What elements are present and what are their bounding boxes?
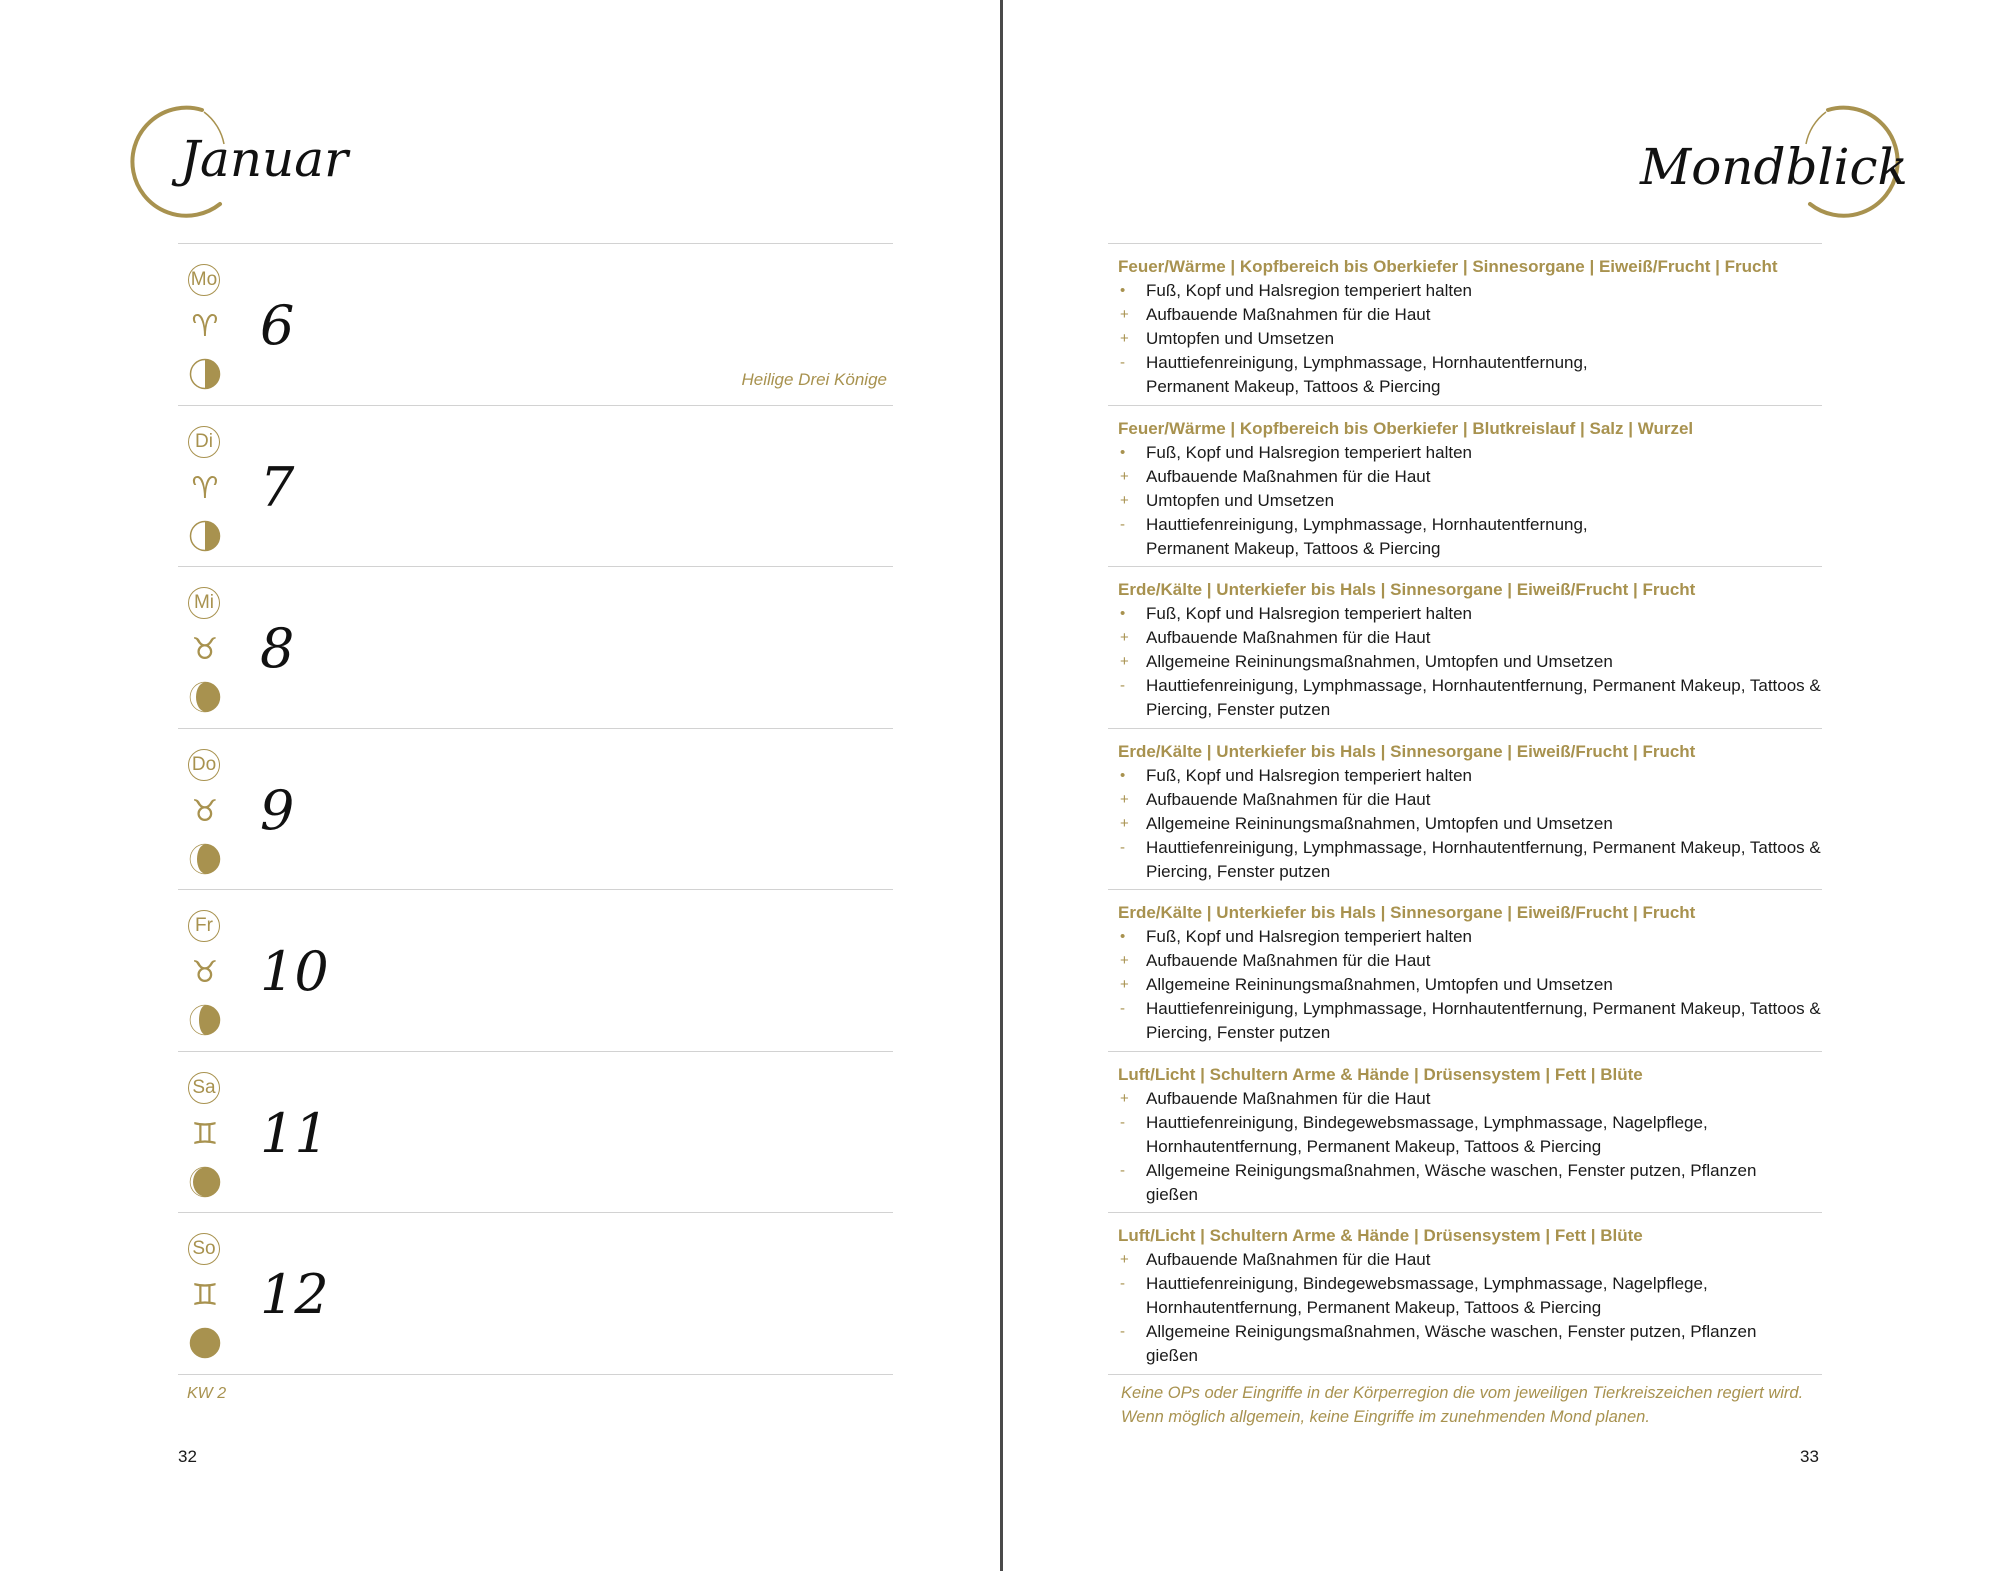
- day-row-wednesday[interactable]: [178, 567, 893, 728]
- item-text: Umtopfen und Umsetzen: [1146, 329, 1335, 348]
- item-text: Aufbauende Maßnahmen für die Haut: [1146, 628, 1431, 647]
- item-text: Fuß, Kopf und Halsregion temperiert halten: [1146, 604, 1473, 623]
- list-item: [1118, 465, 1828, 489]
- moon-info-block: [1118, 1063, 1828, 1207]
- page-number-right: 33: [1800, 1447, 1819, 1466]
- moon-info-block: [1118, 740, 1828, 884]
- minus-mark: -: [1120, 1114, 1125, 1131]
- moon-waxing-gibbous-icon: [188, 1003, 222, 1037]
- list-item: [1118, 812, 1828, 836]
- block-divider: [1108, 1051, 1822, 1052]
- item-text: Fuß, Kopf und Halsregion temperiert halten: [1146, 281, 1473, 300]
- bullet-mark: •: [1120, 282, 1126, 299]
- bullet-mark: •: [1120, 605, 1126, 622]
- list-item: [1118, 997, 1836, 1045]
- list-item: [1118, 1159, 1786, 1207]
- day-row-sunday[interactable]: [178, 1213, 893, 1374]
- moon-first-quarter-icon: [188, 357, 222, 391]
- aries-icon: ♈: [191, 309, 219, 344]
- day-row-thursday[interactable]: [178, 729, 893, 890]
- minus-mark: -: [1120, 1275, 1125, 1292]
- block-header: Erde/Kälte | Unterkiefer bis Hals | Sinnesorgane | Eiweiß/Frucht | Frucht: [1118, 903, 1696, 922]
- moon-info-block: [1118, 255, 1828, 399]
- taurus-icon: ♉: [191, 794, 219, 829]
- list-item: [1118, 973, 1828, 997]
- list-item: [1118, 650, 1828, 674]
- weekday-badge: Di: [188, 426, 220, 458]
- list-item: [1118, 949, 1828, 973]
- day-row-monday[interactable]: [178, 244, 893, 405]
- weekday-badge: Mi: [188, 587, 220, 619]
- item-text: Aufbauende Maßnahmen für die Haut: [1146, 951, 1431, 970]
- list-item: [1118, 1320, 1786, 1368]
- block-header: Erde/Kälte | Unterkiefer bis Hals | Sinnesorgane | Eiweiß/Frucht | Frucht: [1118, 742, 1696, 761]
- block-divider: [1108, 728, 1822, 729]
- block-header: Luft/Licht | Schultern Arme & Hände | Drüsensystem | Fett | Blüte: [1118, 1065, 1643, 1084]
- minus-mark: -: [1120, 354, 1125, 371]
- list-item: [1118, 351, 1666, 399]
- block-divider: [1108, 566, 1822, 567]
- minus-mark: -: [1120, 516, 1125, 533]
- plus-mark: +: [1120, 815, 1129, 832]
- day-number: 6: [260, 294, 295, 357]
- moon-info-block: [1118, 417, 1828, 561]
- page-title-left: Januar: [180, 130, 348, 188]
- item-text: Aufbauende Maßnahmen für die Haut: [1146, 305, 1431, 324]
- plus-mark: +: [1120, 330, 1129, 347]
- plus-mark: +: [1120, 976, 1129, 993]
- item-text: Umtopfen und Umsetzen: [1146, 491, 1335, 510]
- block-divider: [1108, 1212, 1822, 1213]
- list-item: [1118, 513, 1666, 561]
- weekday-badge: So: [188, 1233, 220, 1265]
- item-text: Hauttiefenreinigung, Lymphmassage, Hornhautentfernung, Permanent Makeup, Tattoos & Piercing, Fenster putzen: [1146, 838, 1821, 881]
- list-item: [1118, 925, 1828, 949]
- item-text: Hauttiefenreinigung, Lymphmassage, Hornhautentfernung, Permanent Makeup, Tattoos & Piercing: [1146, 515, 1588, 558]
- block-divider: [1108, 405, 1822, 406]
- block-header: Feuer/Wärme | Kopfbereich bis Oberkiefer | Blutkreislauf | Salz | Wurzel: [1118, 419, 1694, 438]
- bullet-mark: •: [1120, 444, 1126, 461]
- gemini-icon: ♊: [191, 1278, 219, 1313]
- plus-mark: +: [1120, 791, 1129, 808]
- item-text: Hauttiefenreinigung, Lymphmassage, Hornhautentfernung, Permanent Makeup, Tattoos & Piercing, Fenster putzen: [1146, 999, 1821, 1042]
- day-row-saturday[interactable]: [178, 1052, 893, 1213]
- page-number-left: 32: [178, 1447, 197, 1466]
- moon-first-quarter-icon: [188, 519, 222, 553]
- block-header: Erde/Kälte | Unterkiefer bis Hals | Sinnesorgane | Eiweiß/Frucht | Frucht: [1118, 580, 1696, 599]
- page-title-right: Mondblick: [1640, 138, 1908, 196]
- day-number: 10: [260, 940, 329, 1003]
- moon-info-block: [1118, 578, 1828, 722]
- item-text: Allgemeine Reinigungsmaßnahmen, Wäsche waschen, Fenster putzen, Pflanzen gießen: [1146, 1322, 1757, 1365]
- week-label: KW 2: [187, 1385, 227, 1402]
- row-divider: [178, 1374, 893, 1375]
- list-item: [1118, 626, 1828, 650]
- item-text: Hauttiefenreinigung, Lymphmassage, Hornhautentfernung, Permanent Makeup, Tattoos & Piercing, Fenster putzen: [1146, 676, 1821, 719]
- gemini-icon: ♊: [191, 1117, 219, 1152]
- item-text: Allgemeine Reininungsmaßnahmen, Umtopfen und Umsetzen: [1146, 814, 1613, 833]
- minus-mark: -: [1120, 1162, 1125, 1179]
- plus-mark: +: [1120, 1251, 1129, 1268]
- block-divider: [1108, 889, 1822, 890]
- item-text: Fuß, Kopf und Halsregion temperiert halten: [1146, 766, 1473, 785]
- moon-info-block: [1118, 1224, 1828, 1368]
- item-text: Aufbauende Maßnahmen für die Haut: [1146, 790, 1431, 809]
- list-item: [1118, 303, 1828, 327]
- item-text: Aufbauende Maßnahmen für die Haut: [1146, 1089, 1431, 1108]
- taurus-icon: ♉: [191, 632, 219, 667]
- item-text: Fuß, Kopf und Halsregion temperiert halten: [1146, 927, 1473, 946]
- block-header: Feuer/Wärme | Kopfbereich bis Oberkiefer | Sinnesorgane | Eiweiß/Frucht | Frucht: [1118, 257, 1778, 276]
- plus-mark: +: [1120, 629, 1129, 646]
- aries-icon: ♈: [191, 471, 219, 506]
- holiday-label: Heilige Drei Könige: [741, 370, 887, 389]
- list-item: [1118, 489, 1828, 513]
- day-number: 8: [260, 617, 295, 680]
- item-text: Allgemeine Reininungsmaßnahmen, Umtopfen und Umsetzen: [1146, 975, 1613, 994]
- list-item: [1118, 788, 1828, 812]
- plus-mark: +: [1120, 468, 1129, 485]
- weekday-badge: Sa: [188, 1072, 220, 1104]
- list-item: [1118, 602, 1828, 626]
- day-number: 11: [260, 1102, 329, 1165]
- block-divider: [1108, 243, 1822, 244]
- bullet-mark: •: [1120, 767, 1126, 784]
- plus-mark: +: [1120, 1090, 1129, 1107]
- plus-mark: +: [1120, 952, 1129, 969]
- weekday-badge: Do: [188, 749, 220, 781]
- weekday-badge: Fr: [188, 910, 220, 942]
- list-item: [1118, 1087, 1828, 1111]
- footnote: Keine OPs oder Eingriffe in der Körperregion die vom jeweiligen Tierkreiszeichen regiert wird. Wenn möglich allgemein, keine Eingriffe im zunehmenden Mond planen.: [1121, 1384, 1804, 1426]
- item-text: Hauttiefenreinigung, Lymphmassage, Hornhautentfernung, Permanent Makeup, Tattoos & Piercing: [1146, 353, 1588, 396]
- bullet-mark: •: [1120, 928, 1126, 945]
- plus-mark: +: [1120, 306, 1129, 323]
- day-row-tuesday[interactable]: [178, 406, 893, 567]
- list-item: [1118, 1248, 1828, 1272]
- item-text: Aufbauende Maßnahmen für die Haut: [1146, 1250, 1431, 1269]
- minus-mark: -: [1120, 677, 1125, 694]
- minus-mark: -: [1120, 839, 1125, 856]
- list-item: [1118, 836, 1836, 884]
- day-row-friday[interactable]: [178, 890, 893, 1051]
- list-item: [1118, 1272, 1786, 1320]
- plus-mark: +: [1120, 492, 1129, 509]
- day-number: 12: [260, 1263, 329, 1326]
- list-item: [1118, 764, 1828, 788]
- taurus-icon: ♉: [191, 955, 219, 990]
- item-text: Allgemeine Reininungsmaßnahmen, Umtopfen und Umsetzen: [1146, 652, 1613, 671]
- moon-nearly-full-icon: [188, 1165, 222, 1199]
- weekday-badge: Mo: [188, 264, 220, 296]
- list-item: [1118, 441, 1828, 465]
- day-number: 9: [260, 779, 295, 842]
- moon-info-block: [1118, 901, 1828, 1045]
- moon-full-icon: [188, 1326, 222, 1360]
- moon-waxing-gibbous-icon: [188, 842, 222, 876]
- plus-mark: +: [1120, 653, 1129, 670]
- list-item: [1118, 674, 1836, 722]
- item-text: Aufbauende Maßnahmen für die Haut: [1146, 467, 1431, 486]
- item-text: Hauttiefenreinigung, Bindegewebsmassage, Lymphmassage, Nagelpflege, Hornhautentfernung, Permanent Makeup, Tattoos & Piercing: [1146, 1113, 1708, 1156]
- list-item: [1118, 1111, 1786, 1159]
- item-text: Fuß, Kopf und Halsregion temperiert halten: [1146, 443, 1473, 462]
- list-item: [1118, 279, 1828, 303]
- minus-mark: -: [1120, 1000, 1125, 1017]
- moon-waxing-gibbous-icon: [188, 680, 222, 714]
- item-text: Allgemeine Reinigungsmaßnahmen, Wäsche waschen, Fenster putzen, Pflanzen gießen: [1146, 1161, 1757, 1204]
- book-spine: [1000, 0, 1003, 1571]
- minus-mark: -: [1120, 1323, 1125, 1340]
- block-divider: [1108, 1374, 1822, 1375]
- block-header: Luft/Licht | Schultern Arme & Hände | Drüsensystem | Fett | Blüte: [1118, 1226, 1643, 1245]
- list-item: [1118, 327, 1828, 351]
- item-text: Hauttiefenreinigung, Bindegewebsmassage, Lymphmassage, Nagelpflege, Hornhautentfernung, Permanent Makeup, Tattoos & Piercing: [1146, 1274, 1708, 1317]
- day-number: 7: [260, 456, 295, 519]
